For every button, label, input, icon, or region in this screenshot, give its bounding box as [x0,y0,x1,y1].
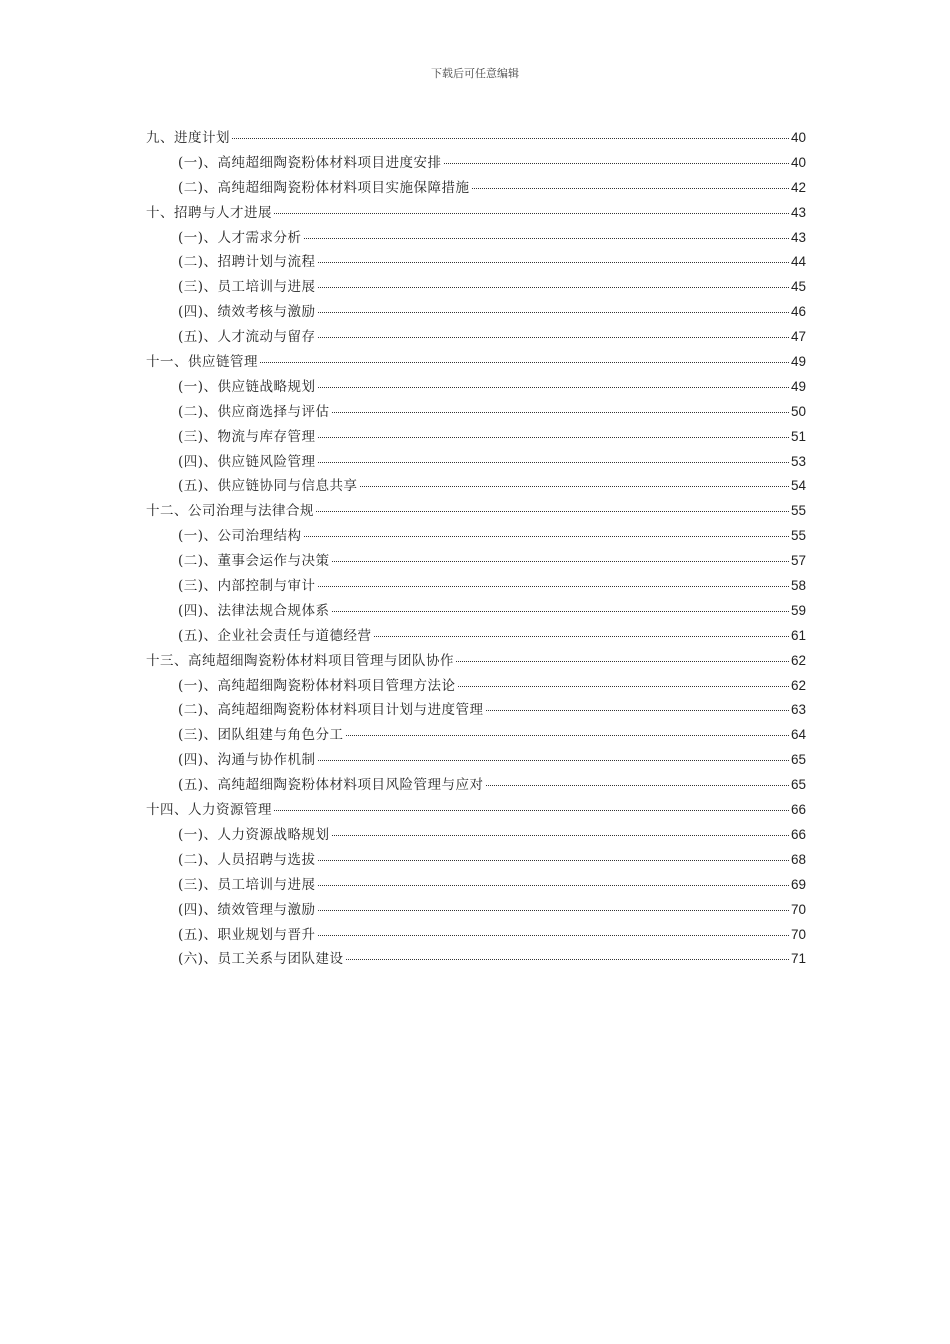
toc-dot-leader [318,387,789,388]
toc-dot-leader [374,636,789,637]
toc-entry-title: (三)、内部控制与审计 [178,578,316,595]
toc-entry-title: (六)、员工关系与团队建设 [178,951,344,968]
toc-page-number: 55 [790,503,806,519]
toc-section-entry[interactable] [146,949,806,974]
toc-dot-leader [332,835,789,836]
toc-section-entry[interactable] [146,551,806,576]
toc-entry-title: (三)、团队组建与角色分工 [178,727,344,744]
toc-section-entry[interactable] [146,526,806,551]
toc-entry-title: (一)、人才需求分析 [178,229,302,246]
toc-page-number: 63 [790,702,806,718]
toc-dot-leader [318,262,789,263]
toc-entry-title: (五)、职业规划与晋升 [178,926,316,943]
toc-entry-title: (一)、供应链战略规划 [178,378,316,395]
toc-entry-title: (五)、高纯超细陶瓷粉体材料项目风险管理与应对 [178,777,484,794]
toc-section-entry[interactable] [146,601,806,626]
toc-entry-title: (五)、人才流动与留存 [178,329,316,346]
toc-entry-title: (一)、公司治理结构 [178,528,302,545]
toc-dot-leader [304,536,789,537]
toc-dot-leader [472,188,789,189]
toc-page-number: 65 [790,777,806,793]
toc-entry-title: (二)、供应商选择与评估 [178,403,330,420]
toc-section-entry[interactable] [146,576,806,601]
toc-dot-leader [318,287,789,288]
toc-entry-title: (二)、高纯超细陶瓷粉体材料项目实施保障措施 [178,179,470,196]
toc-entry-title: (四)、供应链风险管理 [178,453,316,470]
toc-entry-title: 十、招聘与人才进展 [146,204,272,221]
toc-page-number: 43 [790,204,806,220]
toc-dot-leader [318,860,789,861]
toc-page-number: 50 [790,403,806,419]
toc-chapter-entry[interactable] [146,203,806,228]
toc-dot-leader [486,785,789,786]
toc-section-entry[interactable] [146,377,806,402]
toc-chapter-entry[interactable] [146,501,806,526]
toc-entry-title: 十一、供应链管理 [146,354,258,371]
toc-page-number: 43 [790,229,806,245]
toc-page-number: 45 [790,279,806,295]
toc-section-entry[interactable] [146,302,806,327]
toc-section-entry[interactable] [146,452,806,477]
toc-entry-title: (五)、企业社会责任与道德经营 [178,627,372,644]
table-of-contents [146,128,806,974]
toc-entry-title: (五)、供应链协同与信息共享 [178,478,358,495]
toc-page-number: 54 [790,478,806,494]
toc-section-entry[interactable] [146,402,806,427]
toc-dot-leader [318,910,789,911]
toc-chapter-entry[interactable] [146,800,806,825]
toc-entry-title: (三)、员工培训与进展 [178,279,316,296]
toc-dot-leader [318,586,789,587]
toc-page-number: 47 [790,329,806,345]
toc-entry-title: (四)、绩效考核与激励 [178,304,316,321]
toc-section-entry[interactable] [146,228,806,253]
toc-entry-title: 九、进度计划 [146,130,230,146]
toc-dot-leader [318,760,789,761]
page-header: 下载后可任意编辑 [431,67,519,80]
toc-section-entry[interactable] [146,775,806,800]
toc-page-number: 49 [790,378,806,394]
toc-page-number: 42 [790,179,806,195]
toc-page-number: 65 [790,752,806,768]
toc-dot-leader [318,437,789,438]
toc-dot-leader [456,661,789,662]
toc-dot-leader [304,238,789,239]
toc-dot-leader [274,810,789,811]
toc-chapter-entry[interactable] [146,128,806,153]
toc-section-entry[interactable] [146,875,806,900]
toc-section-entry[interactable] [146,153,806,178]
toc-page-number: 61 [790,627,806,643]
toc-dot-leader [444,163,789,164]
toc-page-number: 62 [790,677,806,693]
toc-entry-title: (三)、物流与库存管理 [178,428,316,445]
toc-page-number: 40 [790,154,806,170]
toc-page-number: 51 [790,428,806,444]
toc-entry-title: 十四、人力资源管理 [146,802,272,819]
toc-page-number: 70 [790,901,806,917]
toc-dot-leader [346,959,789,960]
toc-section-entry[interactable] [146,825,806,850]
toc-section-entry[interactable] [146,178,806,203]
toc-page-number: 53 [790,453,806,469]
toc-page-number: 69 [790,876,806,892]
toc-section-entry[interactable] [146,427,806,452]
toc-entry-title: 十二、公司治理与法律合规 [146,503,314,520]
toc-page-number: 64 [790,727,806,743]
toc-entry-title: (二)、高纯超细陶瓷粉体材料项目计划与进度管理 [178,702,484,719]
toc-entry-title: (二)、人员招聘与选拔 [178,851,316,868]
toc-page-number: 70 [790,926,806,942]
toc-dot-leader [486,710,789,711]
toc-dot-leader [318,462,789,463]
toc-entry-title: 十三、高纯超细陶瓷粉体材料项目管理与团队协作 [146,652,454,669]
toc-section-entry[interactable] [146,277,806,302]
toc-page-number: 40 [790,130,806,145]
toc-section-entry[interactable] [146,676,806,701]
toc-entry-title: (二)、招聘计划与流程 [178,254,316,271]
toc-section-entry[interactable] [146,925,806,950]
toc-page-number: 44 [790,254,806,270]
toc-section-entry[interactable] [146,252,806,277]
toc-chapter-entry[interactable] [146,352,806,377]
toc-dot-leader [332,611,789,612]
toc-page-number: 55 [790,528,806,544]
toc-entry-title: (四)、绩效管理与激励 [178,901,316,918]
toc-page-number: 62 [790,652,806,668]
toc-chapter-entry[interactable] [146,651,806,676]
toc-dot-leader [332,561,789,562]
toc-entry-title: (二)、董事会运作与决策 [178,553,330,570]
toc-page-number: 66 [790,826,806,842]
toc-section-entry[interactable] [146,900,806,925]
toc-page-number: 71 [790,951,806,967]
toc-dot-leader [360,486,789,487]
toc-section-entry[interactable] [146,327,806,352]
toc-dot-leader [232,138,789,139]
toc-page-number: 66 [790,802,806,818]
toc-dot-leader [318,885,789,886]
toc-entry-title: (一)、人力资源战略规划 [178,826,330,843]
toc-entry-title: (三)、员工培训与进展 [178,876,316,893]
toc-page-number: 59 [790,602,806,618]
toc-entry-title: (一)、高纯超细陶瓷粉体材料项目管理方法论 [178,677,456,694]
toc-section-entry[interactable] [146,700,806,725]
toc-dot-leader [318,337,789,338]
toc-section-entry[interactable] [146,476,806,501]
toc-page-number: 58 [790,578,806,594]
toc-section-entry[interactable] [146,750,806,775]
toc-page-number: 49 [790,354,806,370]
toc-page-number: 68 [790,851,806,867]
toc-section-entry[interactable] [146,725,806,750]
toc-dot-leader [318,935,789,936]
toc-entry-title: (四)、法律法规合规体系 [178,602,330,619]
toc-section-entry[interactable] [146,850,806,875]
toc-section-entry[interactable] [146,626,806,651]
toc-page-number: 57 [790,553,806,569]
toc-dot-leader [318,312,789,313]
toc-dot-leader [316,511,789,512]
toc-entry-title: (四)、沟通与协作机制 [178,752,316,769]
toc-dot-leader [458,686,789,687]
toc-dot-leader [260,362,789,363]
toc-entry-title: (一)、高纯超细陶瓷粉体材料项目进度安排 [178,154,442,171]
toc-dot-leader [346,735,789,736]
toc-page-number: 46 [790,304,806,320]
toc-dot-leader [274,213,789,214]
toc-dot-leader [332,412,789,413]
